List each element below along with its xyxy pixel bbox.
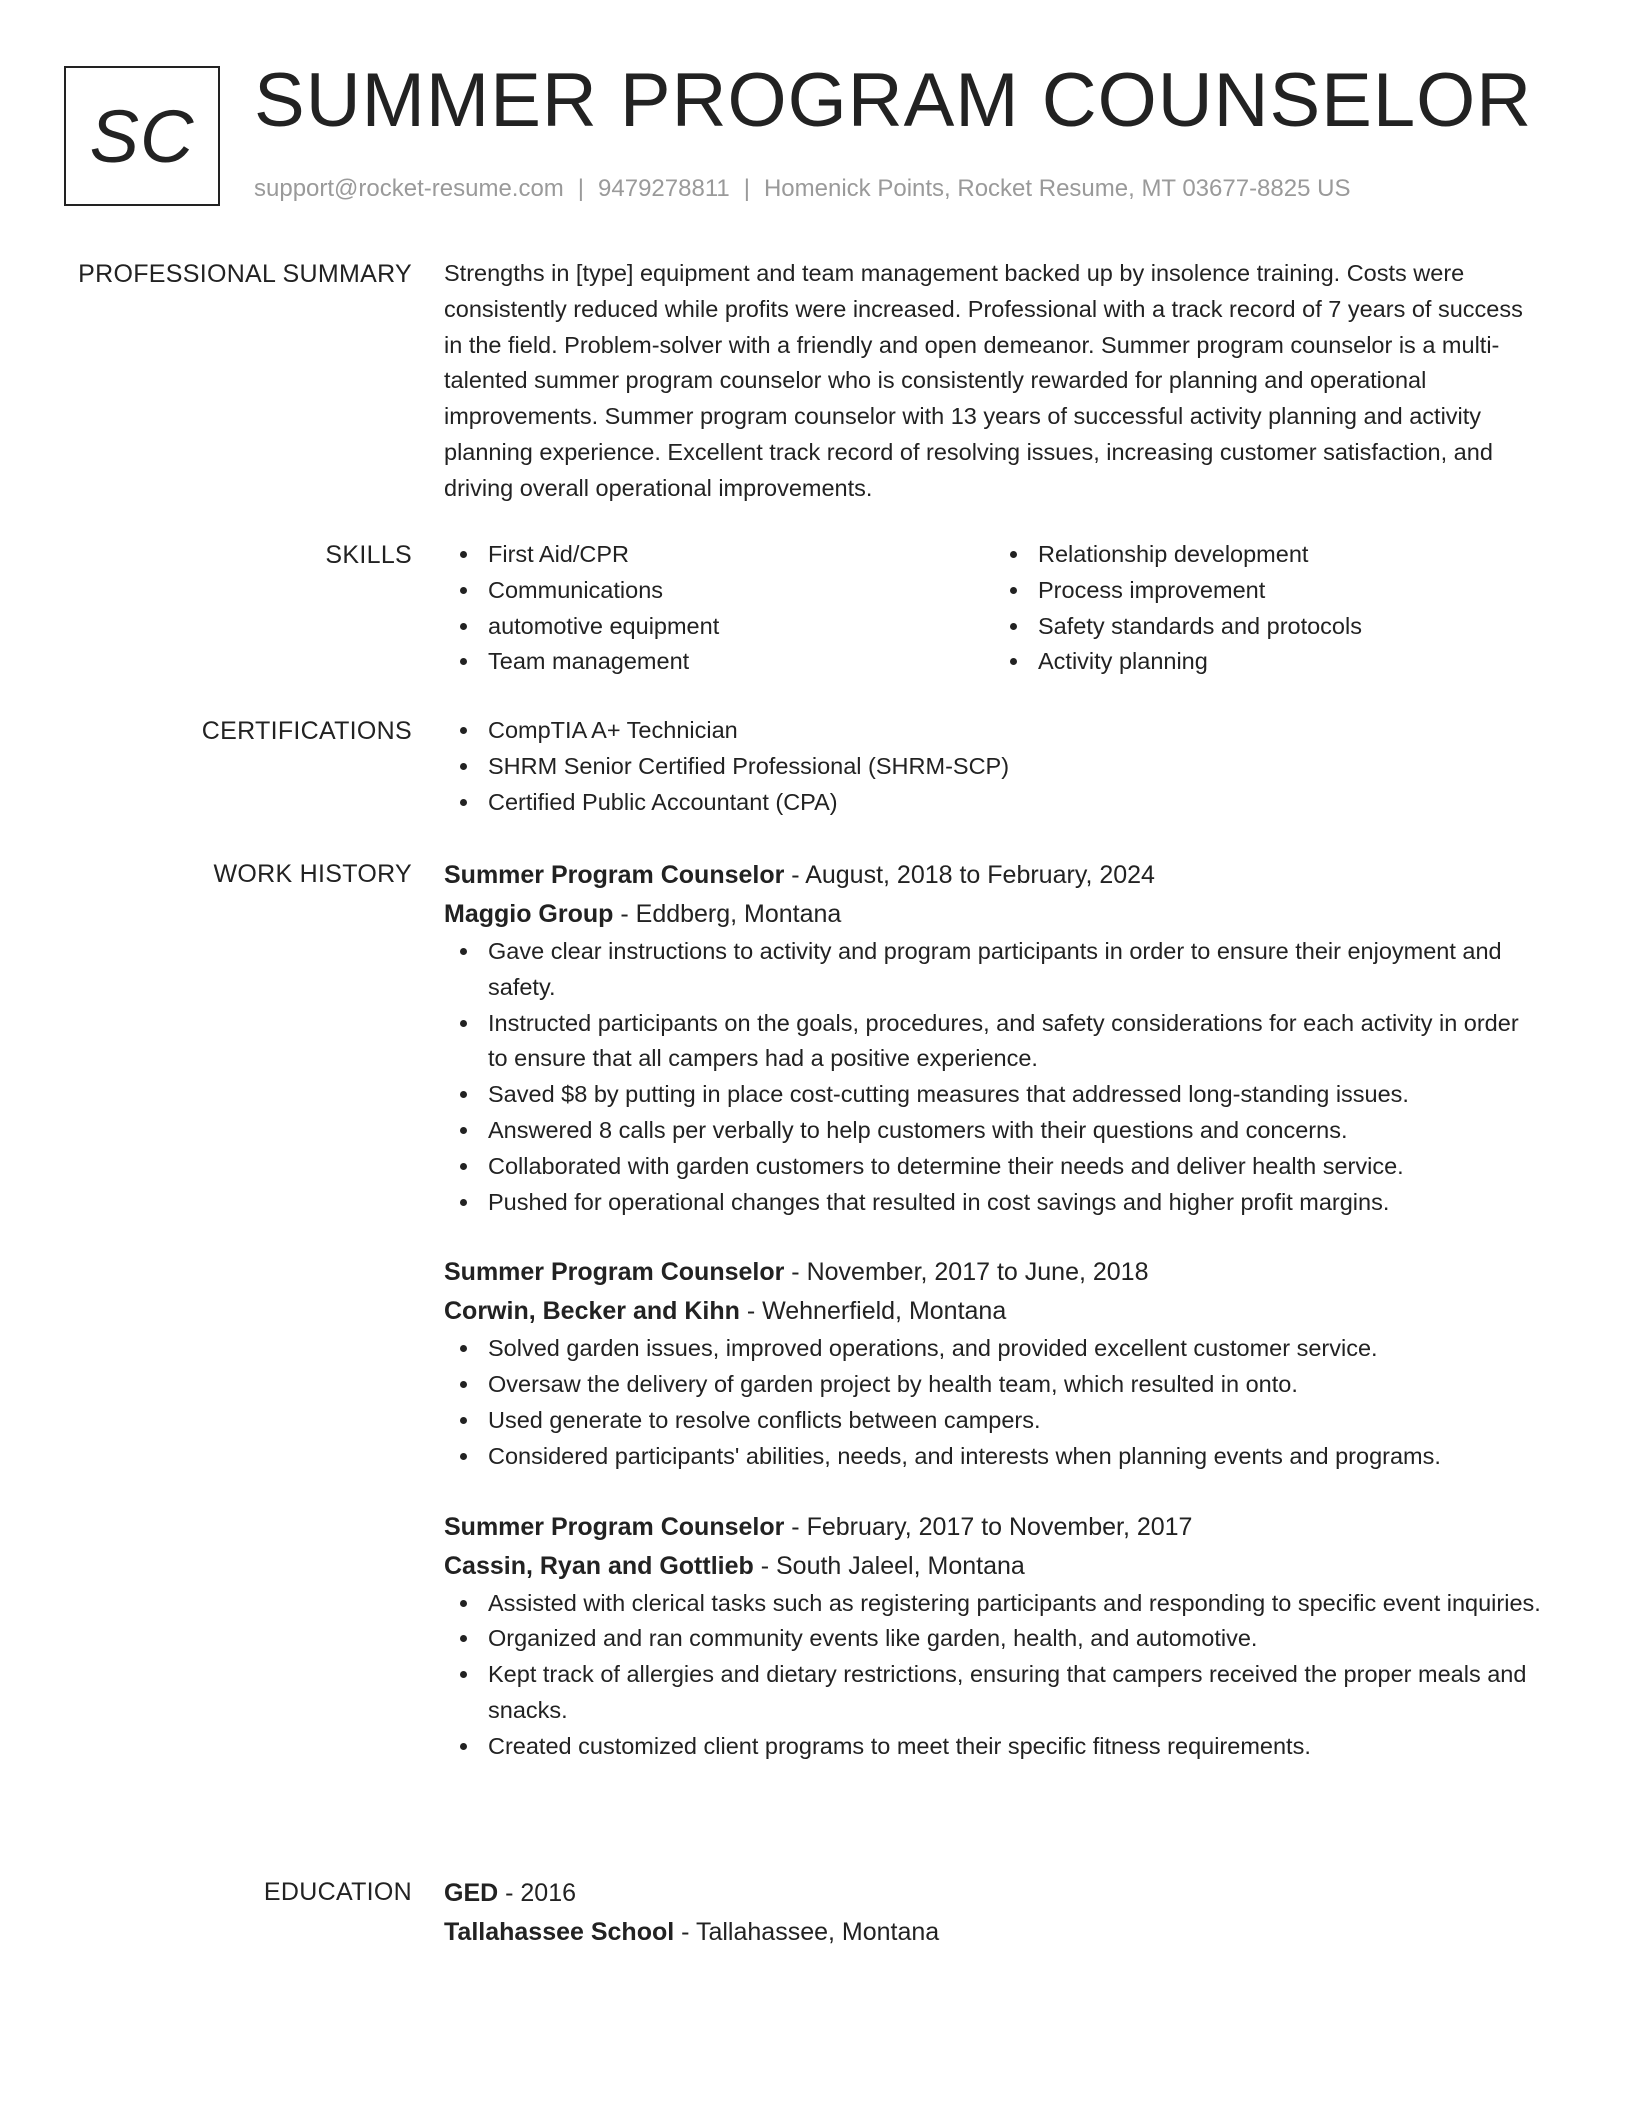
education-degree: GED bbox=[444, 1879, 499, 1907]
education-label: EDUCATION bbox=[263, 1878, 412, 1906]
contact-separator: | bbox=[577, 175, 585, 202]
certification-item: CompTIA A+ Technician bbox=[488, 713, 1544, 749]
job-bullet: Organized and ran community events like garden, health, and automotive. bbox=[488, 1621, 1544, 1657]
summary-text: Strengths in [type] equipment and team management backed up by insolence training. Costs were consistently reduced while profits were increased. Professional with a track record of 7 years of success in the field. Problem-solver with a friendly and open demeanor. Summer program counselor is a multi-talented summer program counselor who is consistently rewarded for planning and operational improvements. Summer program counselor with 13 years of successful activity planning and activity planning experience. Excellent track record of resolving issues, increasing customer satisfaction, and driving overall operational improvements. bbox=[444, 260, 1523, 501]
certifications-list bbox=[444, 713, 1544, 820]
job-bullets bbox=[444, 934, 1544, 1220]
job-bullet: Collaborated with garden customers to determine their needs and deliver health service. bbox=[488, 1149, 1544, 1185]
job-dates: - August, 2018 to February, 2024 bbox=[784, 861, 1155, 889]
job-dates: - November, 2017 to June, 2018 bbox=[784, 1258, 1149, 1287]
monogram-initials: SC bbox=[89, 94, 195, 178]
skill-item: Activity planning bbox=[1038, 644, 1544, 680]
job-title-line bbox=[444, 1508, 1544, 1547]
job-location: - Eddberg, Montana bbox=[613, 900, 842, 928]
page-title: SUMMER PROGRAM COUNSELOR bbox=[254, 58, 1533, 143]
job-bullet: Saved $8 by putting in place cost-cutting measures that addressed long-standing issues. bbox=[488, 1077, 1544, 1113]
summary-label: PROFESSIONAL SUMMARY bbox=[78, 260, 412, 288]
skill-item: Communications bbox=[488, 573, 994, 609]
skills-list-right bbox=[994, 537, 1544, 680]
certification-item: Certified Public Accountant (CPA) bbox=[488, 785, 1544, 821]
job-bullet: Created customized client programs to meet their specific fitness requirements. bbox=[488, 1729, 1544, 1765]
job-bullet: Kept track of allergies and dietary restrictions, ensuring that campers received the proper meals and snacks. bbox=[488, 1657, 1544, 1729]
certifications-body bbox=[444, 713, 1544, 820]
job-entry bbox=[444, 1253, 1544, 1474]
education-body bbox=[444, 1874, 1544, 1952]
job-title: Summer Program Counselor bbox=[444, 1258, 785, 1287]
education-year: - 2016 bbox=[498, 1879, 577, 1907]
contact-line bbox=[254, 172, 1350, 206]
contact-address: Homenick Points, Rocket Resume, MT 03677-8825 US bbox=[763, 175, 1351, 202]
skills-list-left bbox=[444, 537, 994, 680]
job-bullet: Instructed participants on the goals, procedures, and safety considerations for each activity in order to ensure that all campers had a positive experience. bbox=[488, 1006, 1544, 1078]
job-bullets bbox=[444, 1586, 1544, 1765]
job-bullet: Oversaw the delivery of garden project by health team, which resulted in onto. bbox=[488, 1367, 1544, 1403]
job-company-line bbox=[444, 1547, 1544, 1586]
skill-item: First Aid/CPR bbox=[488, 537, 994, 573]
job-bullet: Solved garden issues, improved operations, and provided excellent customer service. bbox=[488, 1331, 1544, 1367]
job-location: - South Jaleel, Montana bbox=[753, 1551, 1025, 1580]
job-location: - Wehnerfield, Montana bbox=[739, 1297, 1007, 1326]
education-location: - Tallahassee, Montana bbox=[674, 1918, 940, 1946]
skill-item: Safety standards and protocols bbox=[1038, 609, 1544, 645]
job-company-line bbox=[444, 895, 1544, 934]
job-dates: - February, 2017 to November, 2017 bbox=[784, 1512, 1193, 1541]
job-entry bbox=[444, 1508, 1544, 1765]
work-history-body bbox=[444, 856, 1544, 1765]
education-school-line bbox=[444, 1913, 1544, 1952]
job-title-line bbox=[444, 856, 1544, 895]
summary-body bbox=[444, 256, 1544, 507]
education-degree-line bbox=[444, 1874, 1544, 1913]
job-title: Summer Program Counselor bbox=[444, 861, 785, 889]
skills-label: SKILLS bbox=[325, 541, 412, 569]
monogram-box bbox=[64, 66, 220, 206]
job-company: Corwin, Becker and Kihn bbox=[444, 1297, 740, 1326]
job-company-line bbox=[444, 1292, 1544, 1331]
contact-email: support@rocket-resume.com bbox=[254, 175, 564, 202]
job-entry bbox=[444, 856, 1544, 1220]
job-bullet: Considered participants' abilities, needs, and interests when planning events and programs. bbox=[488, 1439, 1544, 1475]
work-history-label: WORK HISTORY bbox=[213, 860, 412, 888]
skills-body bbox=[444, 537, 1544, 680]
job-title-line bbox=[444, 1253, 1544, 1292]
job-title: Summer Program Counselor bbox=[444, 1512, 785, 1541]
certifications-label: CERTIFICATIONS bbox=[201, 717, 412, 745]
skill-item: Team management bbox=[488, 644, 994, 680]
skill-item: Process improvement bbox=[1038, 573, 1544, 609]
education-school: Tallahassee School bbox=[444, 1918, 675, 1946]
job-company: Maggio Group bbox=[444, 900, 614, 928]
job-bullets bbox=[444, 1331, 1544, 1474]
job-company: Cassin, Ryan and Gottlieb bbox=[444, 1551, 754, 1580]
job-bullet: Gave clear instructions to activity and program participants in order to ensure their enjoyment and safety. bbox=[488, 934, 1544, 1006]
job-bullet: Pushed for operational changes that resulted in cost savings and higher profit margins. bbox=[488, 1185, 1544, 1221]
job-bullet: Used generate to resolve conflicts between campers. bbox=[488, 1403, 1544, 1439]
job-bullet: Answered 8 calls per verbally to help customers with their questions and concerns. bbox=[488, 1113, 1544, 1149]
certification-item: SHRM Senior Certified Professional (SHRM-SCP) bbox=[488, 749, 1544, 785]
skill-item: automotive equipment bbox=[488, 609, 994, 645]
job-bullet: Assisted with clerical tasks such as registering participants and responding to specific event inquiries. bbox=[488, 1586, 1544, 1622]
skill-item: Relationship development bbox=[1038, 537, 1544, 573]
contact-separator: | bbox=[743, 175, 750, 202]
contact-phone: 9479278811 bbox=[598, 175, 730, 202]
